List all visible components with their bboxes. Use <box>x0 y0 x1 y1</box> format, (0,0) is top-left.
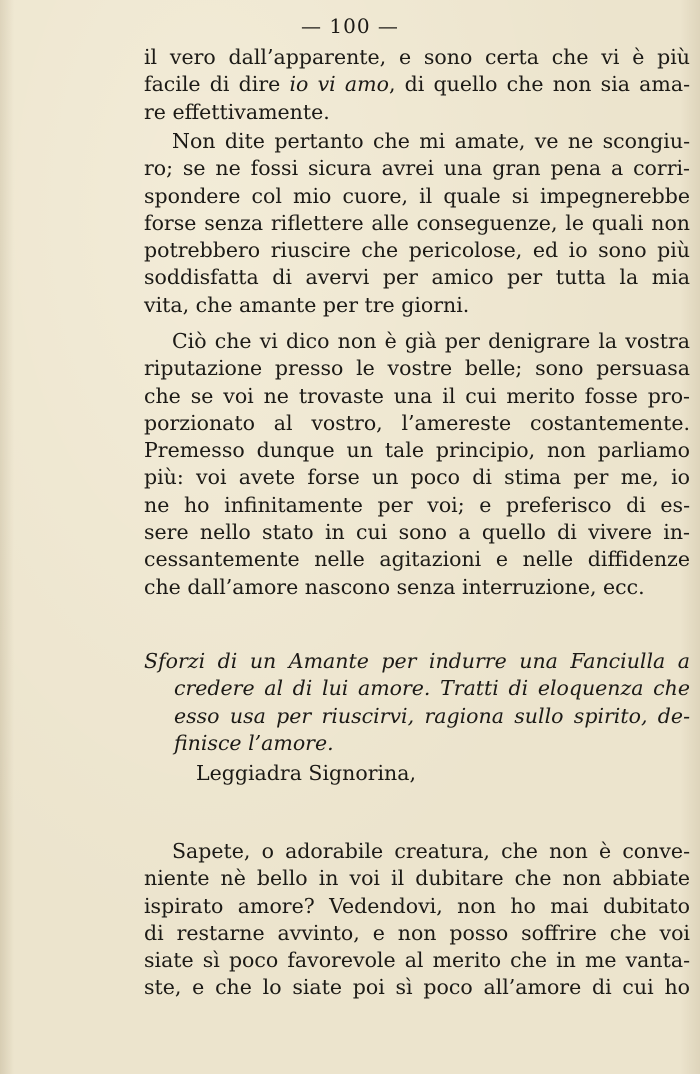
heading-line: esso usa per riuscirvi, ragiona sullo spirito, de- <box>174 703 690 728</box>
text-line: ste, e che lo siate poi sì poco all’amore di cui ho <box>144 975 690 1000</box>
text-line: Sapete, o adorabile creatura, che non è conve- <box>172 839 690 863</box>
text-line: riputazione presso le vostre belle; sono persuasa <box>144 356 690 381</box>
page-number: — 100 — <box>301 14 399 38</box>
heading-line: Sforzi di un Amante per indurre una Fanciulla a <box>144 649 690 673</box>
text-line: re effettivamente. <box>144 99 330 124</box>
text-line: vita, che amante per tre giorni. <box>144 292 470 317</box>
paragraph-2 <box>144 128 690 319</box>
text-line: siate sì poco favorevole al merito che in me vanta- <box>144 948 690 973</box>
text-line: soddisfatta di avervi per amico per tutta la mia <box>144 265 690 290</box>
text-line: che dall’amore nascono senza interruzione, ecc. <box>144 574 645 599</box>
paragraph-3 <box>144 328 690 601</box>
text-line: che se voi ne trovaste una il cui merito fosse pro- <box>144 383 690 408</box>
letter-salutation: Leggiadra Signorina, <box>196 761 416 785</box>
text-line: niente nè bello in voi il dubitare che non abbiate <box>144 866 690 891</box>
text-line: ne ho infinitamente per voi; e preferisco di es- <box>144 492 690 517</box>
text-line: di restarne avvinto, e non posso soffrire che voi <box>144 920 690 945</box>
text-line: sere nello stato in cui sono a quello di vivere in- <box>144 520 690 545</box>
text-line: Premesso dunque un tale principio, non parliamo <box>144 438 690 463</box>
text-line: cessantemente nelle agitazioni e nelle diffidenze <box>144 547 690 572</box>
text-line: Ciò che vi dico non è già per denigrare la vostra <box>172 329 690 353</box>
heading-line: credere al di lui amore. Tratti di eloquenza che <box>174 676 690 701</box>
letter-paragraph <box>144 838 690 1002</box>
text-line: il vero dall’apparente, e sono certa che vi è più <box>144 45 690 69</box>
text-line: Non dite pertanto che mi amate, ve ne scongiu- <box>172 129 690 153</box>
italic-phrase: io vi amo <box>289 72 389 97</box>
text-line-with-italic: facile di dire io vi amo, di quello che non sia ama- <box>144 72 690 97</box>
text-line: più: voi avete forse un poco di stima per me, io <box>144 465 690 490</box>
text-line: potrebbero riuscire che pericolose, ed io sono più <box>144 238 690 263</box>
section-heading <box>144 648 690 757</box>
heading-line: finisce l’amore. <box>174 730 334 755</box>
text-line: forse senza riflettere alle conseguenze, le quali non <box>144 210 690 235</box>
text-line: ispirato amore? Vedendovi, non ho mai dubitato <box>144 893 690 918</box>
paragraph-1 <box>144 44 690 126</box>
text-line: ro; se ne fossi sicura avrei una gran pena a corri- <box>144 156 690 181</box>
text-line: porzionato al vostro, l’amereste costantemente. <box>144 410 690 435</box>
text-line: spondere col mio cuore, il quale si impegnerebbe <box>144 183 690 208</box>
